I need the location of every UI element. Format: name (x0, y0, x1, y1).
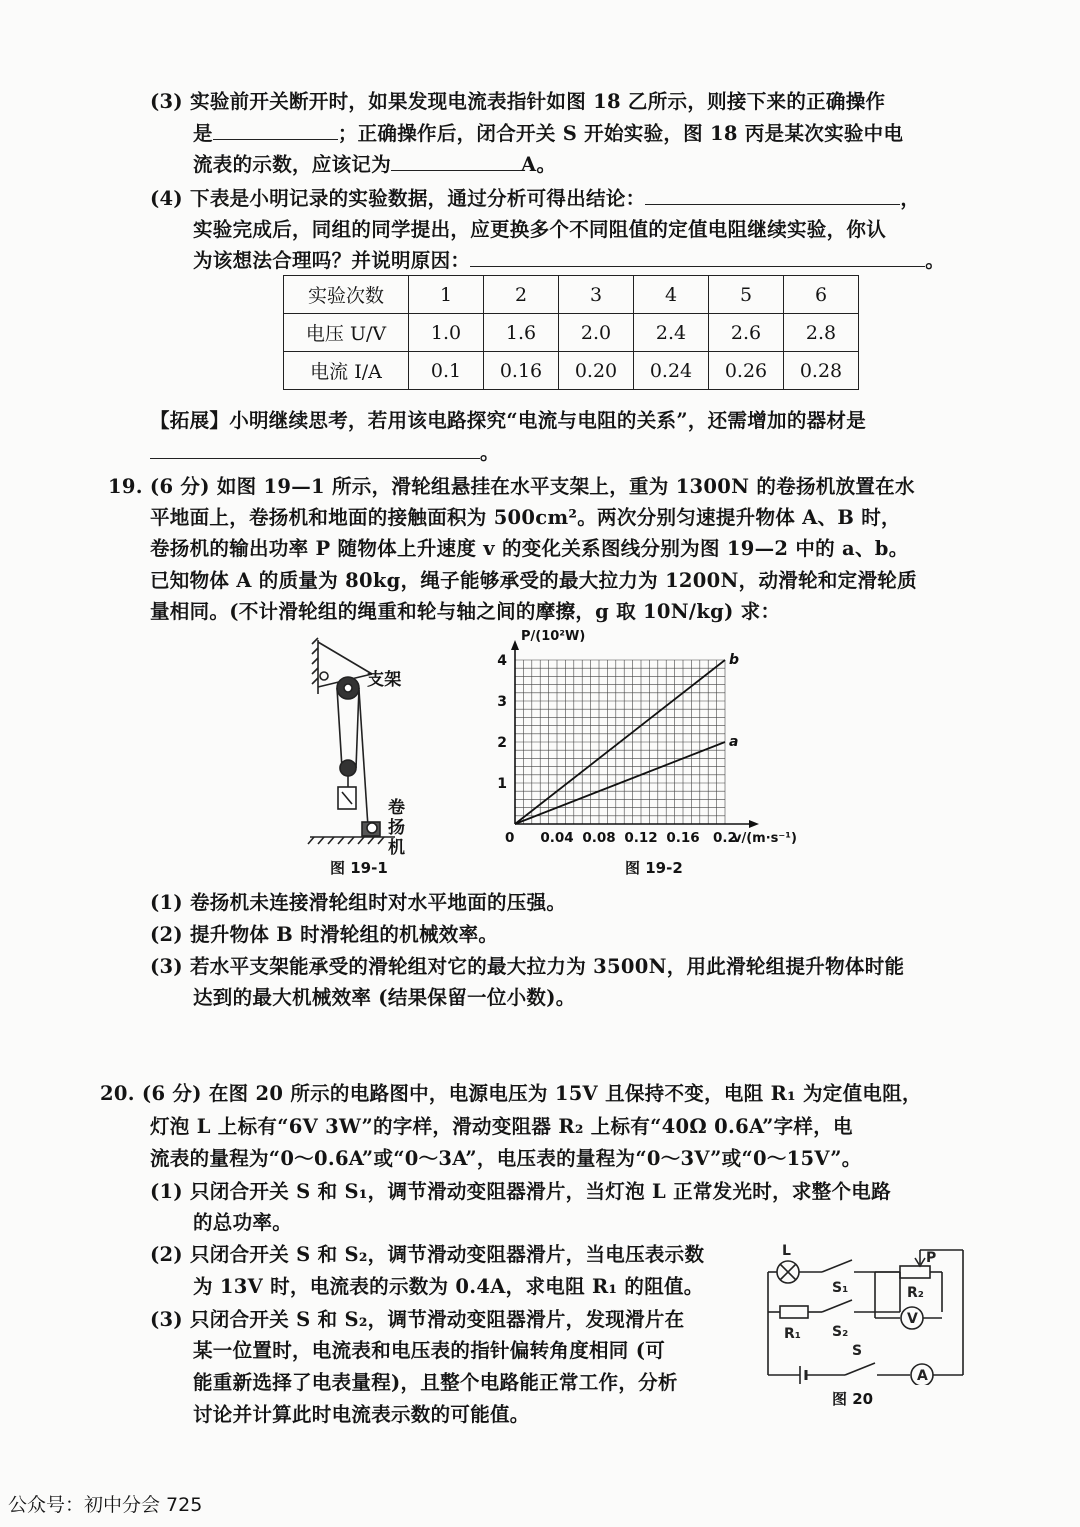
switch-s-label: S (852, 1343, 863, 1359)
q18-part3-line1: (3) 实验前开关断开时，如果发现电流表指针如图 18 乙所示，则接下来的正确操作 (150, 90, 886, 113)
q19-sub3-line1: (3) 若水平支架能承受的滑轮组对它的最大拉力为 3500N，用此滑轮组提升物体时能 (150, 955, 905, 978)
q20-sub2-line1: (2) 只闭合开关 S 和 S₂，调节滑动变阻器滑片，当电压表示数 (150, 1243, 705, 1266)
table-cell: 电压 U/V (284, 314, 409, 352)
q19-line4: 已知物体 A 的质量为 80kg，绳子能够承受的最大拉力为 1200N，动滑轮和定滑轮质 (150, 569, 917, 592)
table-header: 4 (634, 276, 709, 314)
q20-sub3-line1: (3) 只闭合开关 S 和 S₂，调节滑动变阻器滑片，发现滑片在 (150, 1308, 685, 1331)
q18-part4-line2: 实验完成后，同组的同学提出，应更换多个不同阻值的定值电阻继续实验，你认 (193, 218, 887, 241)
table-cell: 2.0 (559, 314, 634, 352)
q20-line1: 20. (6 分) 在图 20 所示的电路图中，电源电压为 15V 且保持不变，电阻 R₁ 为定值电阻， (100, 1082, 922, 1105)
q19-sub3-line2: 达到的最大机械效率 (结果保留一位小数)。 (193, 986, 576, 1009)
circuit-diagram (760, 1240, 970, 1385)
table-header: 5 (709, 276, 784, 314)
table-cell: 2.4 (634, 314, 709, 352)
figure-caption: 图 20 (832, 1390, 874, 1408)
rheostat-r2-icon (900, 1266, 930, 1278)
y-tick-label: 2 (497, 735, 507, 751)
switch-s2-label: S₂ (832, 1324, 849, 1340)
q19-sub2: (2) 提升物体 B 时滑轮组的机械效率。 (150, 923, 499, 946)
table-cell: 电流 I/A (284, 352, 409, 390)
winch-label-1: 卷 (388, 798, 406, 818)
table-row (284, 314, 859, 352)
slider-label: P (926, 1250, 937, 1266)
table-cell: 2.8 (784, 314, 859, 352)
lamp-label: L (782, 1243, 791, 1259)
x-tick-label: 0.2 (713, 830, 737, 846)
x-axis-label: v/(m·s⁻¹) (733, 831, 797, 846)
ammeter-label: A (917, 1368, 928, 1384)
q19-line5: 量相同。(不计滑轮组的绳重和轮与轴之间的摩擦，g 取 10N/kg) 求： (150, 600, 781, 623)
table-cell: 0.26 (709, 352, 784, 390)
x-tick-label: 0 (505, 830, 515, 846)
y-tick-label: 4 (497, 653, 507, 669)
answer-blank[interactable] (470, 248, 925, 267)
figure-caption: 图 19-2 (625, 859, 683, 877)
x-tick-label: 0.16 (666, 830, 700, 846)
q18-part4-line3: 为该想法合理吗？并说明原因： 。 (193, 249, 946, 272)
x-axis-arrow (749, 820, 759, 828)
table-header: 实验次数 (284, 276, 409, 314)
r2-label: R₂ (907, 1285, 924, 1301)
q18-part3-line2: 是 ；正确操作后，闭合开关 S 开始实验，图 18 丙是某次实验中电 (193, 122, 904, 145)
q20-line2: 灯泡 L 上标有“6V 3W”的字样，滑动变阻器 R₂ 上标有“40Ω 0.6A”字样，电 (150, 1115, 853, 1138)
footer-text: 公众号：初中分会 725 (8, 1494, 203, 1516)
winch-label-3: 机 (388, 838, 406, 858)
table-header: 6 (784, 276, 859, 314)
table-cell: 0.20 (559, 352, 634, 390)
resistor-r1-icon (780, 1306, 808, 1318)
q20-sub3-line2: 某一位置时，电流表和电压表的指针偏转角度相同 (可 (193, 1339, 666, 1362)
table-cell: 1.6 (484, 314, 559, 352)
table-row (284, 352, 859, 390)
q18-part4-line1: (4) 下表是小明记录的实验数据，通过分析可得出结论： ， (150, 187, 921, 210)
q19-line1: 19. (6 分) 如图 19—1 所示，滑轮组悬挂在水平支架上，重为 1300N 的卷扬机放置在水 (108, 475, 915, 498)
r1-label: R₁ (784, 1326, 801, 1342)
answer-blank[interactable] (213, 121, 338, 140)
q19-line2: 平地面上，卷扬机和地面的接触面积为 500cm²。两次分别匀速提升物体 A、B 时， (150, 506, 901, 529)
q20-sub3-line4: 讨论并计算此时电流表示数的可能值。 (193, 1403, 530, 1426)
y-axis-arrow (511, 640, 519, 650)
table-header: 3 (559, 276, 634, 314)
switch-s1-label: S₁ (832, 1280, 849, 1296)
q19-sub1: (1) 卷扬机未连接滑轮组时对水平地面的压强。 (150, 891, 567, 914)
table-cell: 0.28 (784, 352, 859, 390)
bracket-label: 支架 (367, 670, 402, 690)
table-cell: 2.6 (709, 314, 784, 352)
table-cell: 0.1 (409, 352, 484, 390)
q18-extension-line1: 【拓展】小明继续思考，若用该电路探究“电流与电阻的关系”，还需增加的器材是 (150, 409, 867, 432)
answer-blank[interactable] (645, 186, 900, 205)
table-row (284, 276, 859, 314)
q19-line3: 卷扬机的输出功率 P 随物体上升速度 v 的变化关系图线分别为图 19—2 中的 a、b。 (150, 537, 909, 560)
q20-line3: 流表的量程为“0～0.6A”或“0～3A”，电压表的量程为“0～3V”或“0～15V”。 (150, 1147, 862, 1170)
q18-part3-line3: 流表的示数，应该记为 A。 (193, 153, 557, 176)
y-axis-label: P/(10²W) (521, 629, 586, 644)
series-label-b: b (729, 652, 740, 668)
q18-extension-line2: 。 (150, 437, 500, 465)
answer-blank[interactable] (150, 440, 480, 459)
y-tick-label: 1 (497, 776, 507, 792)
winch-label-2: 扬 (388, 818, 406, 838)
x-tick-label: 0.04 (540, 830, 574, 846)
y-tick-label: 3 (497, 694, 507, 710)
table-cell: 1.0 (409, 314, 484, 352)
table-cell: 0.16 (484, 352, 559, 390)
table-header: 2 (484, 276, 559, 314)
voltmeter-label: V (907, 1311, 918, 1327)
x-tick-label: 0.12 (624, 830, 658, 846)
power-velocity-chart (490, 628, 820, 853)
figure-caption: 图 19-1 (330, 859, 388, 877)
table-cell: 0.24 (634, 352, 709, 390)
q20-sub3-line3: 能重新选择了电表量程)，且整个电路能正常工作，分析 (193, 1371, 678, 1394)
q20-sub1-line1: (1) 只闭合开关 S 和 S₁，调节滑动变阻器滑片，当灯泡 L 正常发光时，求整个电路 (150, 1180, 891, 1203)
experiment-data-table (283, 275, 859, 390)
table-header: 1 (409, 276, 484, 314)
q20-sub2-line2: 为 13V 时，电流表的示数为 0.4A，求电阻 R₁ 的阻值。 (193, 1275, 704, 1298)
x-tick-label: 0.08 (582, 830, 616, 846)
q20-sub1-line2: 的总功率。 (193, 1211, 293, 1234)
answer-blank[interactable] (391, 152, 521, 171)
series-label-a: a (729, 734, 739, 750)
